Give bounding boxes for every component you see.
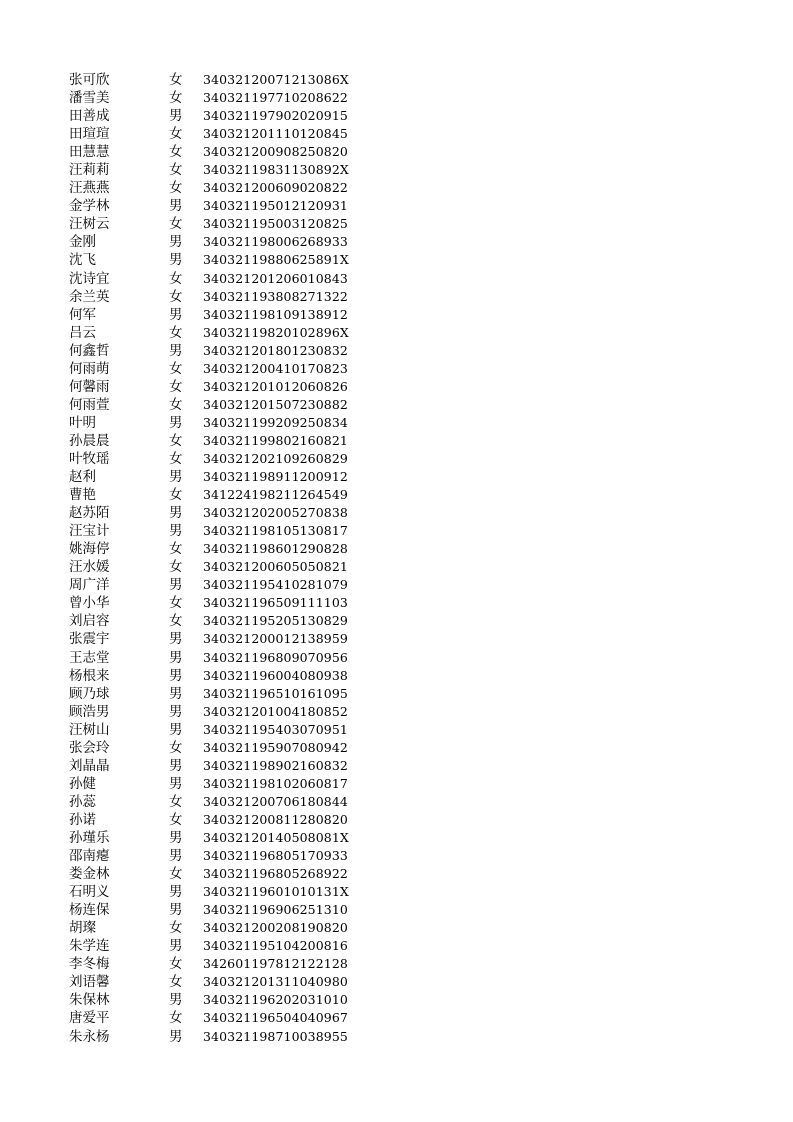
person-gender: 男 [169,667,183,684]
list-item [69,540,369,558]
person-gender: 女 [169,90,183,107]
person-id-number: 340321196809070956 [203,649,348,665]
person-id-number: 340321200605050821 [203,559,348,575]
person-gender: 女 [169,360,183,377]
list-item [69,739,369,757]
person-name: 张震宇 [69,631,110,648]
person-id-number: 340321198902160832 [203,757,348,773]
list-item [69,937,369,955]
person-id-number: 340321201012060826 [203,378,348,394]
person-id-number: 340321196202031010 [203,992,348,1008]
person-gender: 女 [169,487,183,504]
person-id-number: 340321196504040967 [203,1010,348,1026]
person-gender: 女 [169,739,183,756]
person-name: 潘雪美 [69,90,110,107]
person-name: 吕云 [69,324,96,341]
list-item [69,757,369,775]
list-item [69,360,369,378]
person-gender: 女 [169,180,183,197]
person-id-number: 34032120071213086X [203,72,349,88]
person-id-number: 340321198601290828 [203,541,348,557]
person-name: 田瑄瑄 [69,126,110,143]
person-gender: 女 [169,595,183,612]
person-name: 娄金林 [69,866,110,883]
person-id-number: 340321200706180844 [203,793,348,809]
list-item [69,667,369,685]
person-name: 叶明 [69,414,96,431]
list-item [69,288,369,306]
person-gender: 男 [169,577,183,594]
person-id-number: 340321195012120931 [203,198,348,214]
person-gender: 女 [169,956,183,973]
person-name: 汪宝计 [69,523,110,540]
list-item [69,703,369,721]
person-name: 叶牧瑶 [69,451,110,467]
person-id-number: 340321197902020915 [203,108,348,124]
person-gender: 男 [169,342,183,359]
list-item [69,811,369,829]
person-gender: 男 [169,414,183,431]
person-id-number: 340321193808271322 [203,288,348,304]
person-id-number: 340321202005270838 [203,505,348,521]
person-name: 孙诺 [69,811,96,828]
person-list [69,71,369,1046]
person-id-number: 340321201110120845 [203,126,348,142]
person-name: 李冬梅 [69,956,110,973]
list-item [69,125,369,143]
person-gender: 男 [169,198,183,215]
person-id-number: 340321200609020822 [203,180,348,196]
list-item [69,396,369,414]
list-item [69,378,369,396]
list-item [69,829,369,847]
person-name: 孙瑾乐 [69,829,110,846]
person-name: 汪莉莉 [69,162,110,179]
list-item [69,414,369,432]
person-id-number: 340321198105130817 [203,523,348,539]
person-gender: 男 [169,703,183,720]
person-id-number: 340321198102060817 [203,775,348,791]
person-name: 曹艳 [69,487,96,504]
list-item [69,973,369,991]
person-gender: 男 [169,902,183,919]
person-gender: 男 [169,685,183,702]
person-name: 沈飞 [69,252,96,269]
list-item [69,486,369,504]
person-id-number: 340321198109138912 [203,306,348,322]
list-item [69,143,369,161]
person-name: 赵利 [69,469,96,486]
person-gender: 男 [169,234,183,251]
person-gender: 男 [169,505,183,522]
person-name: 顾乃球 [69,685,110,702]
list-item [69,89,369,107]
person-gender: 男 [169,775,183,792]
person-id-number: 340321200908250820 [203,144,348,160]
person-id-number: 340321196510161095 [203,685,348,701]
person-gender: 男 [169,469,183,486]
person-name: 沈诗宜 [69,270,110,287]
person-name: 何军 [69,306,96,323]
person-name: 唐爱平 [69,1010,110,1027]
person-gender: 女 [169,72,183,89]
person-id-number: 340321198710038955 [203,1028,348,1044]
person-id-number: 340321198911200912 [203,469,348,485]
person-gender: 男 [169,649,183,666]
list-item [69,594,369,612]
list-item [69,107,369,125]
person-id-number: 34032119831130892X [203,162,349,178]
person-name: 朱保林 [69,992,110,1009]
person-id-number: 34032119880625891X [203,252,349,268]
list-item [69,576,369,594]
person-id-number: 340321196906251310 [203,902,348,918]
person-id-number: 340321200811280820 [203,811,348,827]
person-name: 王志堂 [69,649,110,666]
person-gender: 女 [169,378,183,395]
person-id-number: 340321200208190820 [203,920,348,936]
person-name: 田善成 [69,108,110,125]
list-item [69,685,369,703]
list-item [69,306,369,324]
person-name: 汪树云 [69,216,110,233]
person-gender: 女 [169,866,183,883]
person-name: 金学林 [69,198,110,215]
person-id-number: 340321201206010843 [203,270,348,286]
person-name: 杨根来 [69,667,110,684]
person-id-number: 34032119820102896X [203,324,349,340]
person-gender: 女 [169,811,183,828]
person-gender: 男 [169,848,183,865]
person-gender: 男 [169,829,183,846]
person-gender: 女 [169,324,183,341]
person-gender: 女 [169,216,183,233]
list-item [69,468,369,486]
person-name: 顾浩男 [69,703,110,720]
person-id-number: 34032119601010131X [203,884,349,900]
list-item [69,558,369,576]
person-id-number: 340321195907080942 [203,739,348,755]
person-name: 邵南瘪 [69,848,110,865]
person-gender: 女 [169,270,183,287]
person-gender: 男 [169,757,183,774]
person-name: 何雨萌 [69,360,110,377]
list-item [69,197,369,215]
person-name: 朱学连 [69,938,110,955]
person-name: 余兰英 [69,288,110,305]
list-item [69,432,369,450]
person-gender: 女 [169,126,183,143]
list-item [69,955,369,973]
person-gender: 女 [169,541,183,558]
person-name: 何鑫哲 [69,342,110,359]
list-item [69,919,369,937]
person-gender: 女 [169,288,183,305]
person-gender: 男 [169,992,183,1009]
person-name: 周广洋 [69,577,110,594]
list-item [69,233,369,251]
list-item [69,215,369,233]
person-gender: 女 [169,451,183,467]
person-name: 汪树山 [69,721,110,738]
person-name: 孙健 [69,775,96,792]
person-id-number: 340321200012138959 [203,631,348,647]
person-id-number: 340321196509111103 [203,595,348,611]
person-gender: 男 [169,884,183,901]
list-item [69,793,369,811]
person-id-number: 340321201801230832 [203,342,348,358]
person-id-number: 340321195104200816 [203,938,348,954]
person-id-number: 340321196004080938 [203,667,348,683]
person-name: 孙晨晨 [69,432,110,449]
person-name: 石明义 [69,884,110,901]
person-gender: 男 [169,523,183,540]
person-name: 姚海停 [69,541,110,558]
list-item [69,865,369,883]
person-id-number: 340321196805268922 [203,866,348,882]
person-gender: 男 [169,306,183,323]
list-item [69,324,369,342]
person-name: 汪燕燕 [69,180,110,197]
person-name: 胡璨 [69,920,96,937]
person-name: 张会玲 [69,739,110,756]
list-item [69,179,369,197]
person-gender: 女 [169,793,183,810]
list-item [69,71,369,89]
list-item [69,161,369,179]
person-gender: 女 [169,974,183,991]
list-item [69,522,369,540]
person-gender: 女 [169,144,183,161]
person-gender: 女 [169,559,183,576]
person-gender: 女 [169,1010,183,1027]
list-item [69,649,369,667]
person-name: 刘启容 [69,613,110,630]
list-item [69,270,369,288]
list-item [69,450,369,468]
person-id-number: 340321198006268933 [203,234,348,250]
person-id-number: 340321202109260829 [203,451,348,466]
person-id-number: 340321195410281079 [203,577,348,593]
person-id-number: 340321201004180852 [203,703,348,719]
person-name: 何雨萱 [69,396,110,413]
person-name: 田慧慧 [69,144,110,161]
person-gender: 男 [169,631,183,648]
list-item [69,612,369,630]
list-item [69,342,369,360]
list-item [69,775,369,793]
list-item [69,1027,369,1045]
person-id-number: 340321201311040980 [203,974,348,990]
person-name: 刘晶晶 [69,757,110,774]
person-id-number: 341224198211264549 [203,487,348,503]
list-item [69,504,369,522]
person-gender: 男 [169,252,183,269]
person-name: 何馨雨 [69,378,110,395]
list-item [69,847,369,865]
person-gender: 女 [169,396,183,413]
person-id-number: 340321197710208622 [203,90,348,106]
person-name: 赵苏陌 [69,505,110,522]
person-name: 杨连保 [69,902,110,919]
list-item [69,1009,369,1027]
person-name: 孙蕊 [69,793,96,810]
person-id-number: 340321196805170933 [203,848,348,864]
person-name: 金刚 [69,234,96,251]
person-name: 张可欣 [69,72,110,89]
person-gender: 女 [169,162,183,179]
list-item [69,251,369,269]
person-id-number: 340321195205130829 [203,613,348,629]
person-gender: 男 [169,721,183,738]
person-id-number: 340321200410170823 [203,360,348,376]
person-gender: 男 [169,108,183,125]
person-name: 朱永杨 [69,1028,110,1045]
list-item [69,991,369,1009]
person-id-number: 340321201507230882 [203,396,348,412]
list-item [69,721,369,739]
person-id-number: 342601197812122128 [203,956,348,972]
person-id-number: 340321199802160821 [203,432,348,448]
person-name: 刘语馨 [69,974,110,991]
person-id-number: 340321195403070951 [203,721,348,737]
person-name: 曾小华 [69,595,110,612]
person-id-number: 340321195003120825 [203,216,348,232]
list-item [69,883,369,901]
list-item [69,630,369,648]
list-item [69,901,369,919]
person-gender: 女 [169,920,183,937]
person-gender: 女 [169,613,183,630]
person-gender: 男 [169,1028,183,1045]
person-id-number: 34032120140508081X [203,829,349,845]
person-id-number: 340321199209250834 [203,414,348,430]
person-gender: 男 [169,938,183,955]
person-gender: 女 [169,432,183,449]
person-name: 汪水媛 [69,559,110,576]
